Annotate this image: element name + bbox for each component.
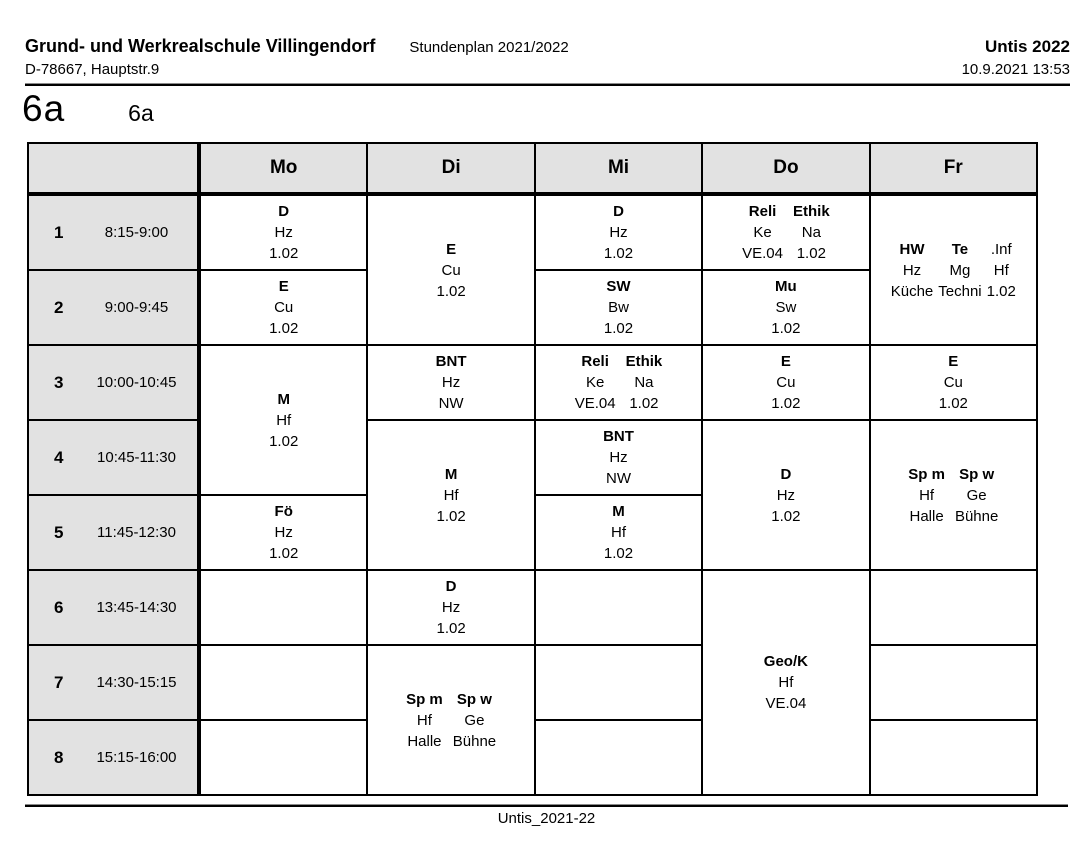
school-address: D-78667, Hauptstr.9	[25, 61, 160, 78]
lesson-subject: HW	[899, 240, 925, 258]
lesson-room: Techni	[938, 282, 982, 300]
empty-cell-mo-7	[201, 646, 366, 719]
lesson-teacher: Hf	[610, 524, 626, 541]
lesson-subject: M	[277, 390, 290, 408]
lesson-cell-mo-1	[201, 196, 366, 269]
corner-cell	[29, 144, 199, 194]
header-rule	[25, 83, 1070, 86]
lesson-subject: D	[613, 203, 624, 220]
lesson-subject: D	[780, 465, 792, 483]
empty-cell-mo-6	[201, 571, 366, 644]
lesson-room: Halle	[407, 732, 442, 750]
lesson-room: VE.04	[742, 245, 783, 262]
lesson-room: 1.02	[603, 545, 634, 562]
lesson-room: VE.04	[574, 395, 616, 412]
period-row-7	[29, 646, 199, 719]
lesson-cell-di-4-5	[368, 421, 533, 569]
period-row-1	[29, 196, 199, 269]
lesson-room: 1.02	[269, 432, 299, 450]
lesson-teacher: Ge	[966, 486, 987, 504]
period-time: 10:00-10:45	[96, 374, 177, 391]
period-row-2	[29, 271, 199, 344]
lesson-teacher: Cu	[274, 299, 294, 316]
period-number: 3	[54, 372, 64, 392]
period-number: 5	[54, 522, 64, 542]
lesson-room: 1.02	[436, 620, 466, 637]
lesson-subject: Te	[951, 240, 969, 258]
lesson-teacher: Hz	[902, 261, 922, 279]
lesson-teacher: Hf	[993, 261, 1009, 279]
empty-cell-mi-6	[536, 571, 701, 644]
lesson-cell-mo-2	[201, 271, 366, 344]
lesson-cell-mo-5	[201, 496, 366, 569]
period-row-5	[29, 496, 199, 569]
empty-cell-fr-7	[871, 646, 1036, 719]
period-time: 14:30-15:15	[96, 674, 177, 691]
lesson-cell-di-7-8	[368, 646, 533, 794]
lesson-cell-mi-4	[536, 421, 701, 494]
footer-label: Untis_2021-22	[497, 810, 596, 827]
lesson-room: 1.02	[269, 545, 299, 562]
lesson-room: 1.02	[771, 395, 801, 412]
lesson-subject: Ethik	[625, 353, 663, 370]
lesson-teacher: Ke	[753, 224, 772, 241]
period-number: 2	[54, 297, 64, 317]
lesson-room: 1.02	[436, 507, 466, 525]
lesson-cell-do-6-8	[703, 571, 868, 794]
timetable	[27, 142, 1038, 796]
lesson-cell-di-3	[368, 346, 533, 419]
lesson-subject: M	[612, 503, 625, 520]
empty-cell-fr-6	[871, 571, 1036, 644]
lesson-subject: .Inf	[990, 240, 1012, 258]
lesson-subject: Sp m	[406, 690, 443, 708]
lesson-teacher: Hz	[776, 486, 796, 504]
lesson-teacher: Hz	[274, 224, 293, 241]
lesson-cell-mi-1	[536, 196, 701, 269]
period-number: 4	[54, 447, 64, 467]
lesson-subject: D	[445, 578, 457, 595]
lesson-room: 1.02	[603, 320, 634, 337]
lesson-teacher: Hz	[274, 524, 293, 541]
period-row-4	[29, 421, 199, 494]
lesson-cell-do-2	[703, 271, 868, 344]
lesson-cell-di-1-2	[368, 196, 533, 344]
lesson-subject: Fö	[274, 503, 293, 520]
lesson-room: 1.02	[629, 395, 659, 412]
lesson-room: Bühne	[954, 507, 999, 525]
lesson-room: 1.02	[436, 282, 466, 300]
school-name: Grund- und Werkrealschule Villingendorf	[25, 36, 376, 56]
class-title-small: 6a	[128, 100, 154, 126]
period-time: 15:15-16:00	[96, 749, 177, 766]
lesson-teacher: Hf	[443, 486, 459, 504]
lesson-cell-do-4-5	[703, 421, 868, 569]
period-number: 6	[54, 597, 64, 617]
empty-cell-mo-8	[201, 721, 366, 794]
day-header-mi: Mi	[536, 144, 701, 194]
period-time: 11:45-12:30	[97, 524, 176, 541]
lesson-subject: BNT	[603, 428, 634, 445]
period-number: 8	[54, 747, 64, 767]
lesson-subject: M	[444, 465, 458, 483]
lesson-subject: Mu	[775, 278, 797, 295]
lesson-teacher: Bw	[608, 299, 629, 316]
lesson-cell-do-1	[703, 196, 868, 269]
print-datetime: 10.9.2021 13:53	[961, 61, 1070, 78]
product-name: Untis 2022	[984, 37, 1070, 56]
lesson-room: Küche	[890, 282, 934, 300]
lesson-room: 1.02	[771, 507, 801, 525]
lesson-subject: Sp m	[908, 465, 945, 483]
lesson-cell-mo-3-4	[201, 346, 366, 494]
lesson-teacher: Hz	[609, 224, 628, 241]
lesson-subject: E	[948, 353, 959, 370]
lesson-teacher: Sw	[775, 299, 797, 316]
lesson-subject: Reli	[581, 353, 609, 370]
lesson-room: 1.02	[771, 320, 801, 337]
period-row-8	[29, 721, 199, 794]
lesson-room: Bühne	[452, 732, 497, 750]
day-header-di: Di	[368, 144, 533, 194]
lesson-teacher: Cu	[943, 374, 963, 391]
day-header-do: Do	[703, 144, 868, 194]
lesson-room: Halle	[909, 507, 944, 525]
lesson-subject: BNT	[435, 353, 467, 370]
class-title	[22, 88, 154, 130]
lesson-teacher: Hf	[416, 711, 432, 729]
period-number: 7	[54, 672, 64, 692]
plan-title: Stundenplan 2021/2022	[409, 39, 569, 56]
lesson-cell-mi-3	[536, 346, 701, 419]
day-header-mo: Mo	[201, 144, 366, 194]
lesson-cell-fr-3	[871, 346, 1036, 419]
empty-cell-mi-8	[536, 721, 701, 794]
lesson-room: 1.02	[603, 245, 634, 262]
lesson-teacher: Hz	[609, 449, 628, 466]
lesson-subject: SW	[606, 278, 631, 295]
lesson-teacher: Ke	[585, 374, 605, 391]
period-time: 13:45-14:30	[96, 599, 177, 616]
lesson-subject: E	[446, 240, 457, 258]
lesson-room: VE.04	[765, 695, 807, 712]
lesson-cell-fr-1-2	[871, 196, 1036, 344]
lesson-room: 1.02	[796, 245, 826, 262]
lesson-teacher: Hz	[441, 374, 461, 391]
lesson-cell-mi-2	[536, 271, 701, 344]
lesson-room: NW	[438, 395, 464, 412]
lesson-subject: E	[780, 353, 791, 370]
lesson-room: 1.02	[269, 245, 299, 262]
lesson-teacher: Ge	[464, 711, 485, 729]
lesson-subject: Ethik	[792, 203, 830, 220]
lesson-teacher: Cu	[776, 374, 796, 391]
lesson-teacher: Hf	[778, 674, 794, 691]
class-title-big: 6a	[22, 88, 66, 129]
period-time: 10:45-11:30	[97, 449, 176, 466]
empty-cell-mi-7	[536, 646, 701, 719]
footer-rule	[25, 804, 1068, 807]
lesson-teacher: Cu	[441, 261, 461, 279]
lesson-teacher: Na	[801, 224, 821, 241]
lesson-room: 1.02	[269, 320, 299, 337]
period-number: 1	[54, 222, 64, 242]
lesson-cell-fr-4-5	[871, 421, 1036, 569]
period-row-6	[29, 571, 199, 644]
page-footer	[25, 804, 1068, 827]
page-header	[25, 36, 1070, 86]
lesson-teacher: Hf	[919, 486, 935, 504]
lesson-subject: Reli	[748, 203, 777, 220]
lesson-teacher: Mg	[949, 261, 971, 279]
period-time: 8:15-9:00	[104, 224, 169, 241]
lesson-subject: Sp w	[456, 690, 492, 708]
lesson-cell-do-3	[703, 346, 868, 419]
lesson-subject: Sp w	[959, 465, 995, 483]
lesson-subject: E	[278, 278, 289, 295]
period-row-3	[29, 346, 199, 419]
lesson-room: 1.02	[938, 395, 968, 412]
period-time: 9:00-9:45	[104, 299, 169, 316]
lesson-cell-di-6	[368, 571, 533, 644]
empty-cell-fr-8	[871, 721, 1036, 794]
lesson-subject: D	[278, 203, 290, 220]
lesson-subject: Geo/K	[763, 653, 808, 670]
day-header-fr: Fr	[871, 144, 1036, 194]
lesson-teacher: Hz	[441, 599, 461, 616]
lesson-cell-mi-5	[536, 496, 701, 569]
lesson-teacher: Na	[634, 374, 654, 391]
lesson-room: 1.02	[986, 282, 1016, 300]
lesson-teacher: Hf	[276, 411, 292, 429]
lesson-room: NW	[605, 470, 631, 487]
